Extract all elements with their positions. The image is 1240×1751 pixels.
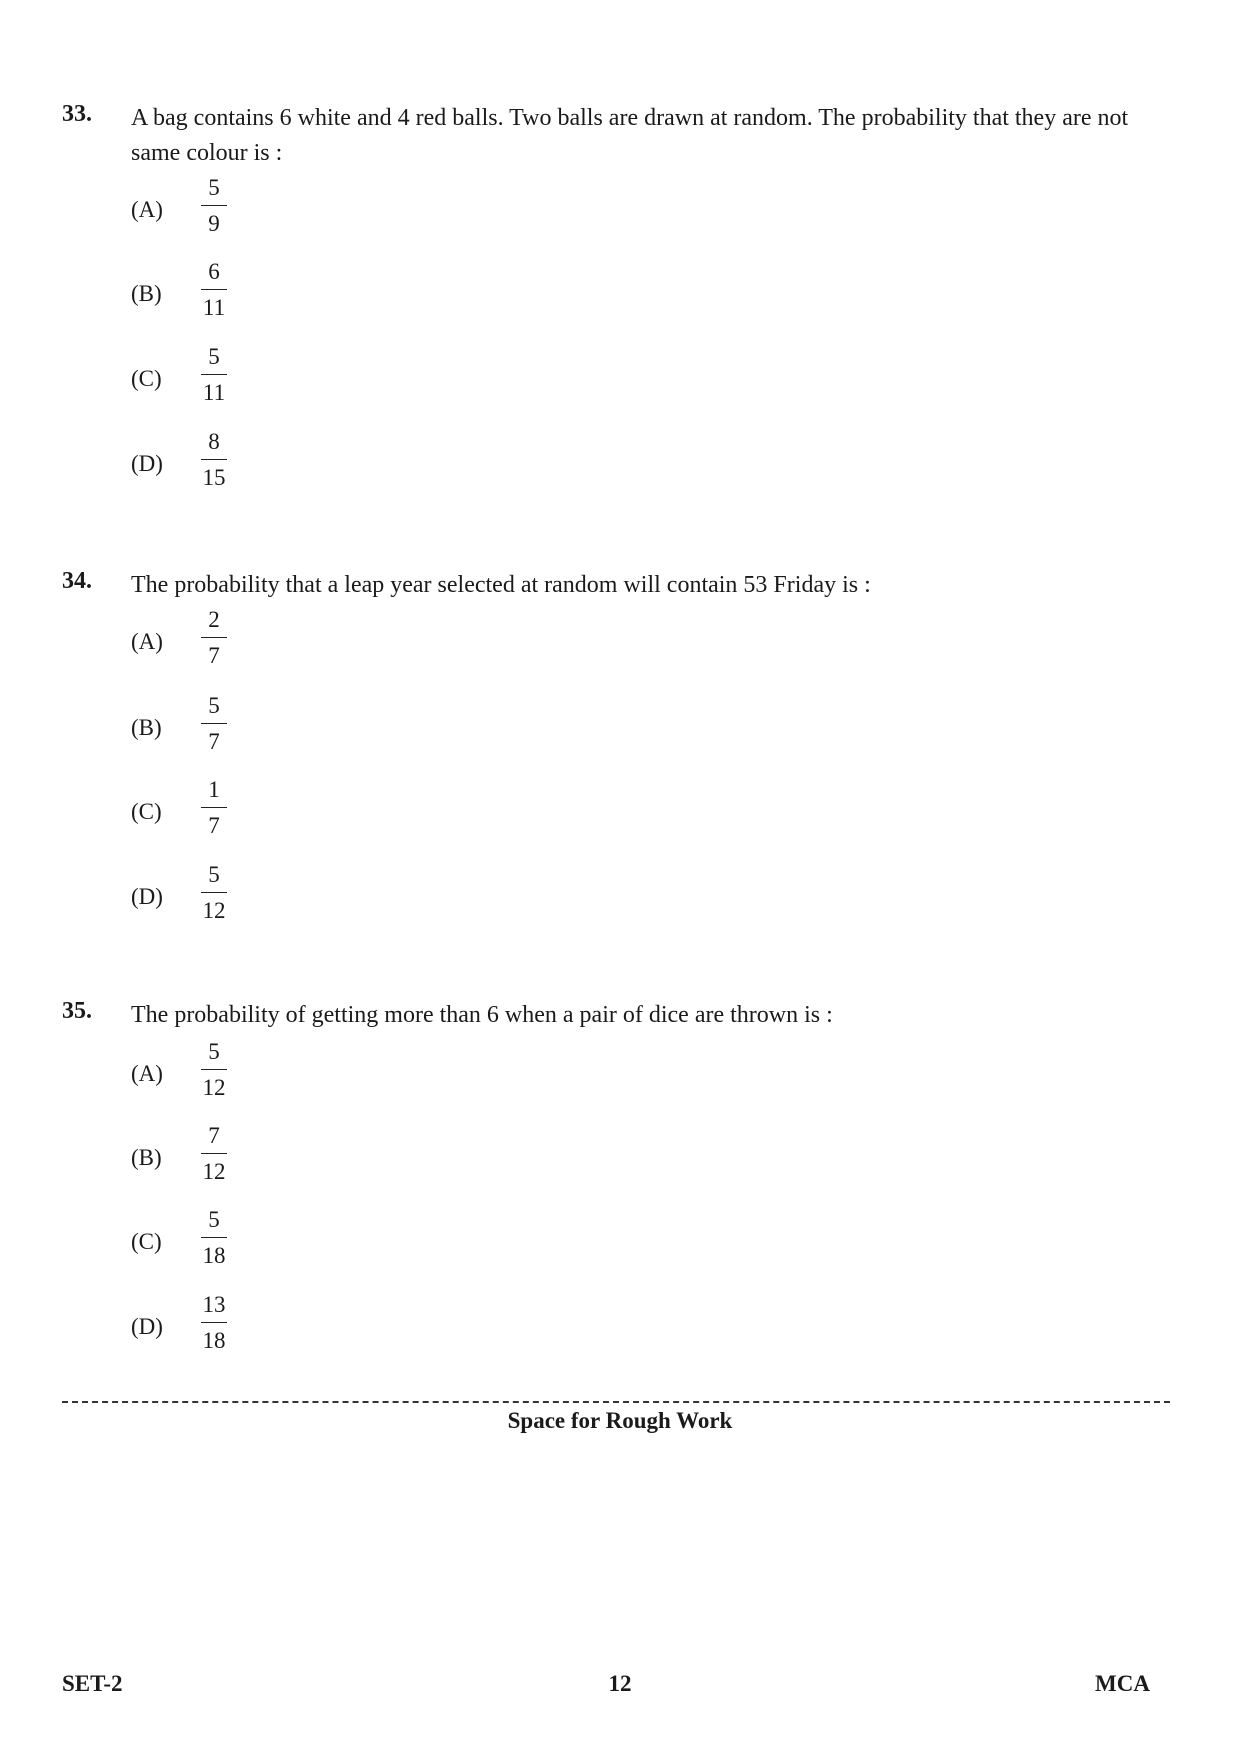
- fraction: [197, 174, 231, 238]
- fraction-bar: [201, 637, 227, 638]
- fraction: [197, 776, 231, 840]
- fraction-bar: [201, 1237, 227, 1238]
- denominator: 12: [202, 1075, 226, 1100]
- fraction-bar: [201, 1069, 227, 1070]
- fraction-bar: [201, 459, 227, 460]
- fraction: [197, 1038, 231, 1102]
- option-label: (C): [131, 1229, 162, 1254]
- denominator: 18: [202, 1243, 226, 1268]
- numerator: 5: [208, 693, 220, 718]
- denominator: 11: [202, 295, 226, 320]
- numerator: 2: [208, 607, 220, 632]
- option-label: (B): [131, 1145, 162, 1170]
- denominator: 18: [202, 1328, 226, 1353]
- question-number: 33.: [62, 101, 92, 127]
- denominator: 7: [208, 813, 220, 838]
- footer-subject-code: MCA: [1095, 1671, 1150, 1696]
- fraction: [197, 428, 231, 492]
- fraction: [197, 861, 231, 925]
- fraction-bar: [201, 374, 227, 375]
- option-label: (A): [131, 1061, 163, 1086]
- numerator: 7: [208, 1123, 220, 1148]
- option-34-c[interactable]: [131, 776, 331, 846]
- fraction: [197, 343, 231, 407]
- option-label: (D): [131, 451, 163, 476]
- option-label: (A): [131, 197, 163, 222]
- numerator: 13: [202, 1292, 226, 1317]
- option-label: (B): [131, 281, 162, 306]
- option-34-a[interactable]: [131, 606, 331, 676]
- option-34-d[interactable]: [131, 861, 331, 931]
- option-35-a[interactable]: [131, 1038, 331, 1108]
- denominator: 11: [202, 380, 226, 405]
- numerator: 6: [208, 259, 220, 284]
- fraction-bar: [201, 892, 227, 893]
- option-33-a[interactable]: [131, 174, 331, 244]
- numerator: 5: [208, 862, 220, 887]
- denominator: 7: [208, 729, 220, 754]
- option-35-c[interactable]: [131, 1206, 331, 1276]
- numerator: 5: [208, 344, 220, 369]
- fraction: [197, 1206, 231, 1270]
- option-35-d[interactable]: [131, 1291, 331, 1361]
- option-label: (A): [131, 629, 163, 654]
- fraction-bar: [201, 1322, 227, 1323]
- fraction-bar: [201, 807, 227, 808]
- rough-work-divider: [62, 1401, 1170, 1403]
- fraction: [197, 1291, 231, 1355]
- fraction-bar: [201, 205, 227, 206]
- fraction: [197, 258, 231, 322]
- question-text: The probability that a leap year selected at random will contain 53 Friday is :: [131, 572, 871, 598]
- option-label: (C): [131, 366, 162, 391]
- option-label: (D): [131, 1314, 163, 1339]
- question-number: 35.: [62, 998, 92, 1024]
- question-number: 34.: [62, 568, 92, 594]
- question-text: The probability of getting more than 6 when a pair of dice are thrown is :: [131, 1002, 833, 1028]
- question-text: A bag contains 6 white and 4 red balls. Two balls are drawn at random. The probability that they are not same colour is :: [131, 105, 1129, 166]
- option-33-d[interactable]: [131, 428, 331, 498]
- option-label: (C): [131, 799, 162, 824]
- denominator: 12: [202, 898, 226, 923]
- rough-work-heading: Space for Rough Work: [507, 1408, 733, 1433]
- option-33-c[interactable]: [131, 343, 331, 413]
- fraction: [197, 1122, 231, 1186]
- footer-page-number: 12: [608, 1671, 632, 1696]
- fraction-bar: [201, 1153, 227, 1154]
- numerator: 5: [208, 1207, 220, 1232]
- option-35-b[interactable]: [131, 1122, 331, 1192]
- option-label: (D): [131, 884, 163, 909]
- numerator: 8: [208, 429, 220, 454]
- denominator: 12: [202, 1159, 226, 1184]
- fraction: [197, 606, 231, 670]
- numerator: 1: [208, 777, 220, 802]
- footer-set-code: SET-2: [62, 1671, 123, 1696]
- fraction: [197, 692, 231, 756]
- fraction-bar: [201, 723, 227, 724]
- fraction-bar: [201, 289, 227, 290]
- denominator: 7: [208, 643, 220, 668]
- numerator: 5: [208, 175, 220, 200]
- denominator: 15: [202, 465, 226, 490]
- numerator: 5: [208, 1039, 220, 1064]
- option-label: (B): [131, 715, 162, 740]
- option-34-b[interactable]: [131, 692, 331, 762]
- option-33-b[interactable]: [131, 258, 331, 328]
- denominator: 9: [208, 211, 220, 236]
